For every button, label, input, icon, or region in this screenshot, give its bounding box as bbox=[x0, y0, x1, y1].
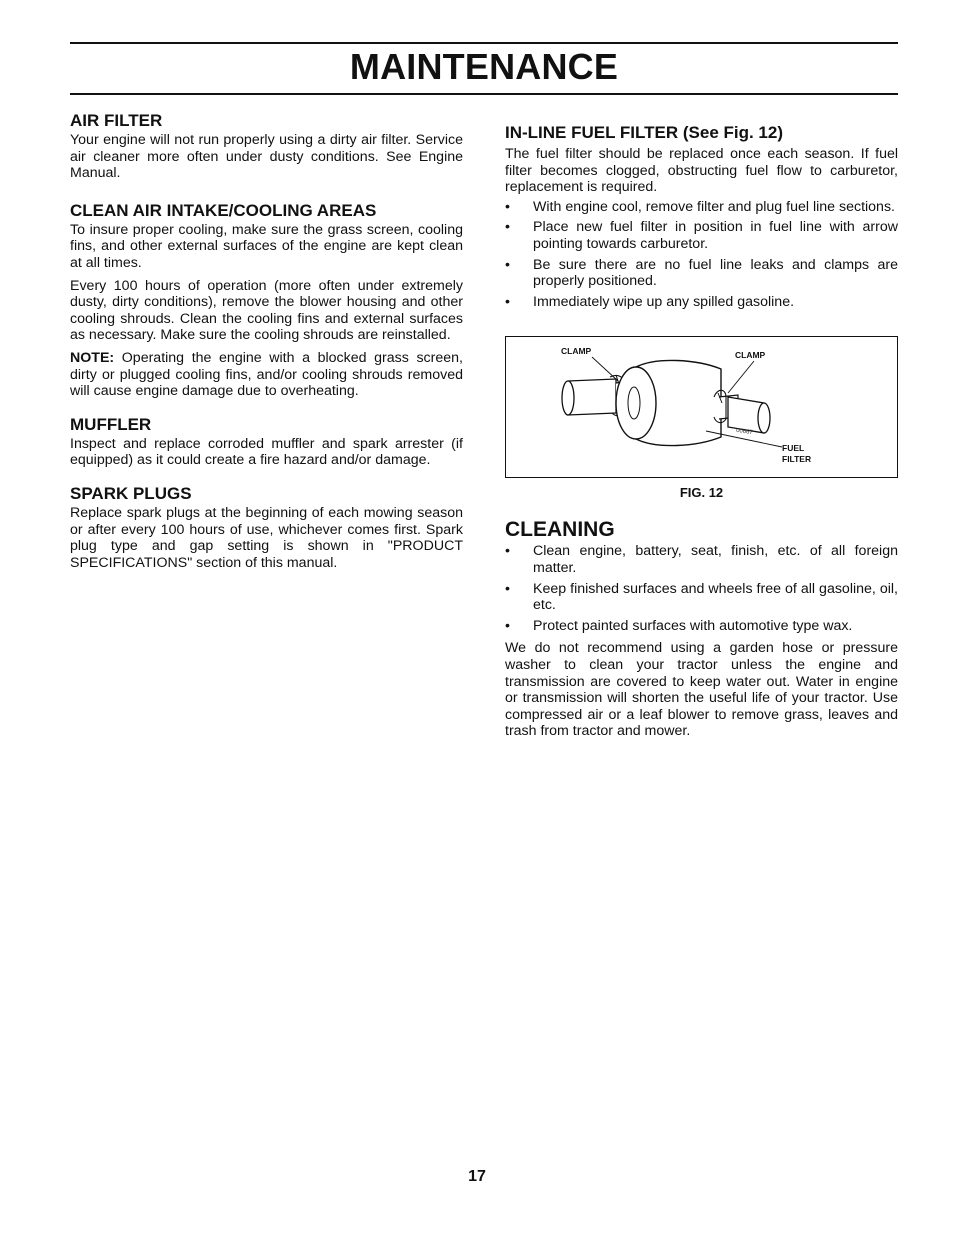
header-bottom-rule bbox=[70, 93, 898, 95]
cleaning-section bbox=[505, 517, 898, 740]
spark-plugs-heading: SPARK PLUGS bbox=[70, 483, 192, 503]
fuel-filter-illustration bbox=[506, 337, 896, 476]
left-column bbox=[70, 110, 463, 571]
cleaning-steps bbox=[505, 543, 898, 634]
air-filter-section bbox=[70, 110, 463, 182]
fuel-filter-body: The fuel filter should be replaced once each season. If fuel filter becomes clogged, obstructing fuel flow to carburetor, replacement is required. bbox=[505, 146, 898, 196]
muffler-heading: MUFFLER bbox=[70, 414, 152, 434]
spark-plugs-section bbox=[70, 483, 463, 571]
header-top-rule bbox=[70, 42, 898, 44]
cleaning-heading: CLEANING bbox=[505, 518, 615, 542]
list-item: • Be sure there are no fuel line leaks and clamps are properly positioned. bbox=[505, 256, 898, 290]
clamp-left-label: CLAMP bbox=[561, 346, 592, 357]
air-filter-body: Your engine will not run properly using a dirty air filter. Service air cleaner more often under dusty conditions. See Engine Manual. bbox=[70, 132, 463, 182]
spark-plugs-body: Replace spark plugs at the beginning of each mowing season or after every 100 hours of use, whichever comes first. Spark plug type and gap setting is shown in "PRODUCT SPECIFICATIONS" section of this manual. bbox=[70, 504, 463, 571]
note-label: NOTE: bbox=[70, 349, 115, 366]
part-number: 00667 bbox=[735, 428, 754, 437]
air-filter-heading: AIR FILTER bbox=[70, 111, 163, 130]
muffler-body: Inspect and replace corroded muffler and spark arrester (if equipped) as it could create a fire hazard and/or damage. bbox=[70, 435, 463, 469]
list-item: • Keep finished surfaces and wheels free of all gasoline, oil, etc. bbox=[505, 580, 898, 614]
cooling-paragraph-2: Every 100 hours of operation (more often under extremely dusty, dirty conditions), remove the blower housing and other cooling shrouds. Clean the cooling fins and external surfaces as necessary. Make sure the cooling shrouds are reinstalled. bbox=[70, 277, 463, 344]
fuel-filter-steps bbox=[505, 199, 898, 311]
clamp-right-label: CLAMP bbox=[735, 350, 766, 361]
list-item: • Place new fuel filter in position in fuel line with arrow pointing towards carburetor. bbox=[505, 219, 898, 252]
right-column bbox=[505, 122, 898, 740]
cleaning-body: We do not recommend using a garden hose or pressure washer to clean your tractor unless the engine and transmission are covered to keep water out. Water in engine or transmission will shorten the useful life of your tractor. Use compressed air or a leaf blower to remove grass, leaves and trash from tractor and mower. bbox=[505, 640, 898, 740]
cooling-note bbox=[70, 350, 463, 400]
fuel-filter-figure bbox=[505, 336, 898, 478]
note-text: Operating the engine with a blocked grass screen, dirty or plugged cooling fins, and/or cooling shrouds removed will cause engine damage due to overheating. bbox=[70, 349, 463, 400]
muffler-section bbox=[70, 414, 463, 469]
fuel-filter-section bbox=[505, 122, 898, 310]
cooling-section bbox=[70, 200, 463, 400]
page-number: 17 bbox=[468, 1168, 486, 1185]
list-item: • With engine cool, remove filter and plug fuel line sections. bbox=[505, 198, 895, 215]
page-title: MAINTENANCE bbox=[349, 46, 619, 87]
cooling-heading: CLEAN AIR INTAKE/COOLING AREAS bbox=[70, 200, 377, 220]
fuel-filter-label: FUEL FILTER bbox=[782, 443, 812, 465]
list-item: • Immediately wipe up any spilled gasoline. bbox=[505, 293, 795, 310]
fuel-filter-heading: IN-LINE FUEL FILTER (See Fig. 12) bbox=[505, 123, 784, 142]
list-item: • Clean engine, battery, seat, finish, etc. of all foreign matter. bbox=[505, 543, 898, 576]
list-item: • Protect painted surfaces with automotive type wax. bbox=[505, 617, 853, 634]
cooling-paragraph-1: To insure proper cooling, make sure the grass screen, cooling fins, and other external surfaces of the engine are kept clean at all times. bbox=[70, 221, 463, 271]
figure-caption: FIG. 12 bbox=[679, 485, 724, 501]
